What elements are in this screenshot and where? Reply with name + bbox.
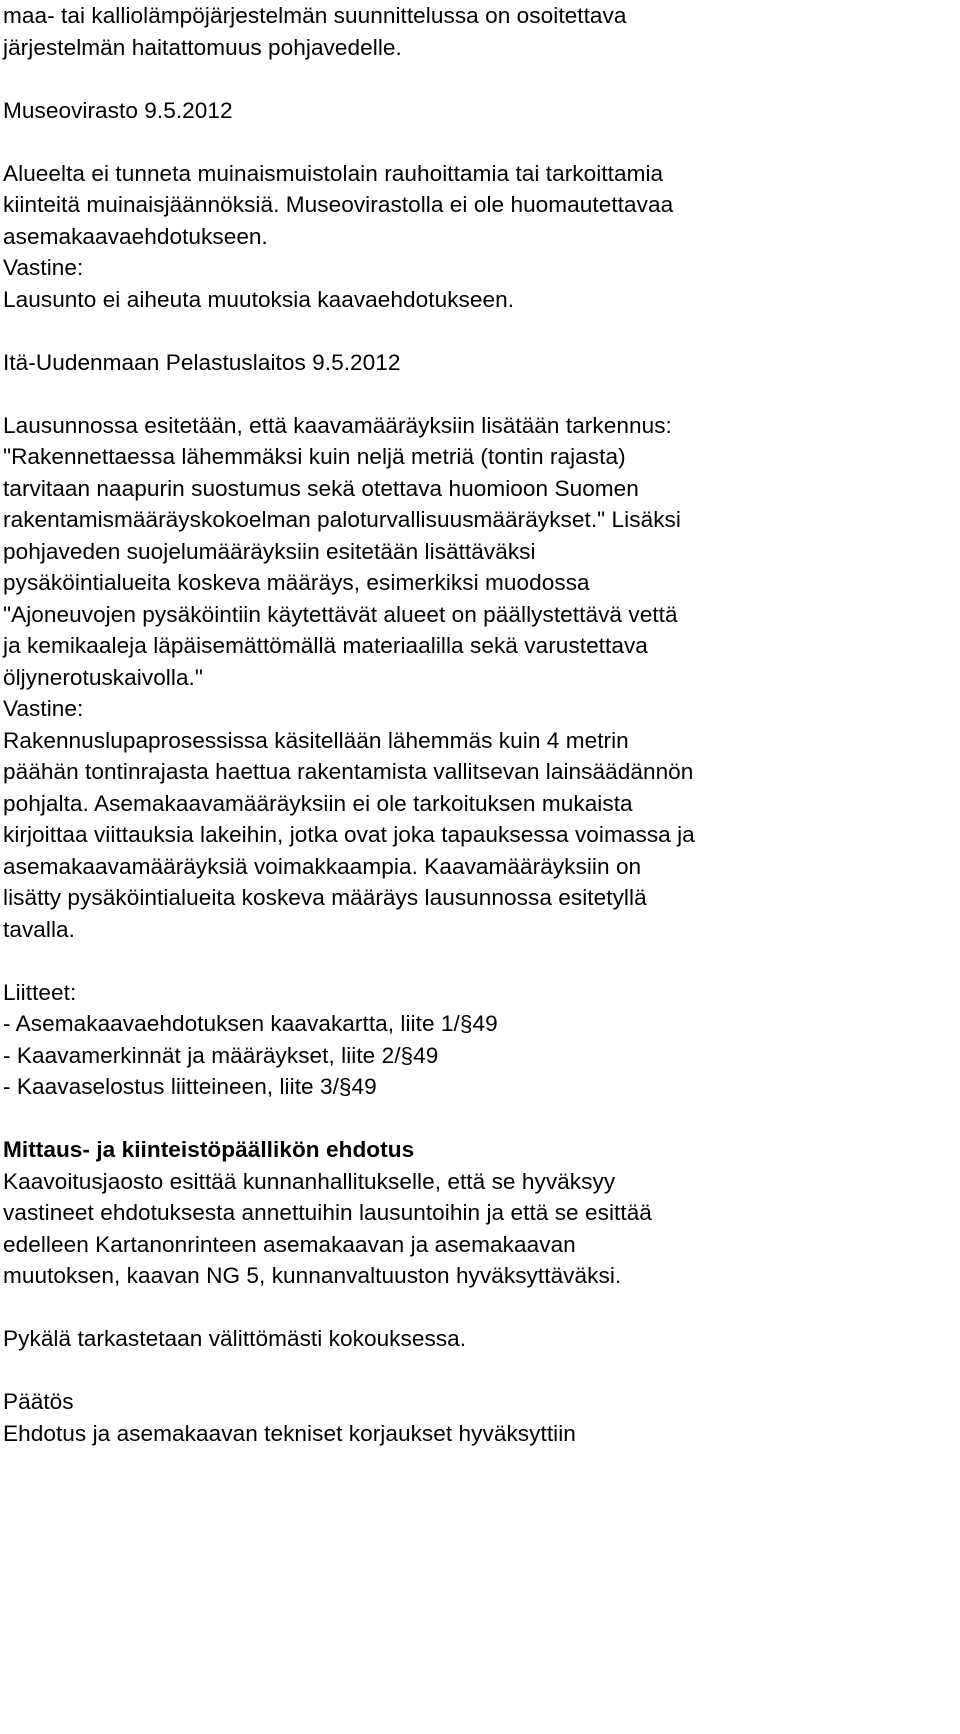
ehdotus-body-line: vastineet ehdotuksesta annettuihin lausuntoihin ja että se esittää — [3, 1200, 652, 1225]
paatos-text: Ehdotus ja asemakaavan tekniset korjaukset hyväksyttiin — [3, 1420, 576, 1446]
pelastuslaitos-body-line: Lausunnossa esitetään, että kaavamääräyksiin lisätään tarkennus: — [3, 412, 672, 438]
museovirasto-heading: Museovirasto 9.5.2012 — [3, 97, 233, 123]
paatos-label: Päätös — [3, 1389, 74, 1414]
museovirasto-body-line: kiinteitä muinaisjäännöksiä. Museovirastolla ei ole huomautettavaa — [3, 192, 674, 217]
ehdotus-body-line: muutoksen, kaavan NG 5, kunnanvaltuuston hyväksyttäväksi. — [3, 1263, 622, 1288]
liite-item: - Kaavaselostus liitteineen, liite 3/§49 — [3, 1074, 377, 1099]
pelastuslaitos-vastine-line: asemakaavamääräyksiä voimakkaampia. Kaavamääräyksiin on — [3, 853, 642, 879]
pelastuslaitos-vastine-line: päähän tontinrajasta haettua rakentamista vallitsevan lainsäädännön — [3, 759, 694, 784]
pelastuslaitos-vastine-line: lisätty pysäköintialueita koskeva määräys lausunnossa esitetyllä — [3, 885, 647, 910]
museovirasto-body-line: asemakaavaehdotukseen. — [3, 223, 268, 249]
museovirasto-vastine-label: Vastine: — [3, 255, 84, 280]
pelastuslaitos-body-line: ja kemikaaleja läpäisemättömällä materiaalilla sekä varustettava — [3, 633, 648, 658]
pelastuslaitos-body-line: "Ajoneuvojen pysäköintiin käytettävät alueet on päällystettävä vettä — [3, 601, 678, 627]
pelastuslaitos-body-line: pysäköintialueita koskeva määräys, esimerkiksi muodossa — [3, 570, 590, 595]
pelastuslaitos-heading: Itä-Uudenmaan Pelastuslaitos 9.5.2012 — [3, 349, 401, 375]
document-page — [3, 0, 958, 1449]
ehdotus-body-line: edelleen Kartanonrinteen asemakaavan ja asemakaavan — [3, 1231, 576, 1257]
pelastuslaitos-body-line: "Rakennettaessa lähemmäksi kuin neljä metriä (tontin rajasta) — [3, 444, 626, 469]
pelastuslaitos-vastine-line: tavalla. — [3, 916, 75, 942]
intro-line: maa- tai kalliolämpöjärjestelmän suunnittelussa on osoitettava — [3, 3, 627, 28]
pelastuslaitos-body-line: rakentamismääräyskokoelman paloturvallisuusmääräykset." Lisäksi — [3, 507, 681, 532]
pelastuslaitos-vastine-line: kirjoittaa viittauksia lakeihin, jotka ovat joka tapauksessa voimassa ja — [3, 822, 695, 847]
pelastuslaitos-body-line: tarvitaan naapurin suostumus sekä otettava huomioon Suomen — [3, 475, 639, 501]
liite-item: - Kaavamerkinnät ja määräykset, liite 2/§49 — [3, 1042, 439, 1068]
museovirasto-vastine-text: Lausunto ei aiheuta muutoksia kaavaehdotukseen. — [3, 286, 515, 312]
ehdotus-tarkastus: Pykälä tarkastetaan välittömästi kokouksessa. — [3, 1326, 467, 1351]
pelastuslaitos-body-line: pohjaveden suojelumääräyksiin esitetään lisättäväksi — [3, 538, 536, 564]
intro-line: järjestelmän haitattomuus pohjavedelle. — [3, 34, 402, 60]
ehdotus-body-line: Kaavoitusjaosto esittää kunnanhallitukselle, että se hyväksyy — [3, 1168, 616, 1194]
pelastuslaitos-vastine-line: pohjalta. Asemakaavamääräyksiin ei ole tarkoituksen mukaista — [3, 790, 633, 816]
liite-item: - Asemakaavaehdotuksen kaavakartta, liite 1/§49 — [3, 1011, 498, 1036]
pelastuslaitos-vastine-label: Vastine: — [3, 696, 84, 721]
pelastuslaitos-vastine-line: Rakennuslupaprosessissa käsitellään lähemmäs kuin 4 metrin — [3, 727, 629, 753]
ehdotus-heading: Mittaus- ja kiinteistöpäällikön ehdotus — [3, 1137, 415, 1162]
liitteet-label: Liitteet: — [3, 979, 77, 1005]
pelastuslaitos-body-line: öljynerotuskaivolla." — [3, 664, 203, 690]
museovirasto-body-line: Alueelta ei tunneta muinaismuistolain rauhoittamia tai tarkoittamia — [3, 160, 664, 186]
